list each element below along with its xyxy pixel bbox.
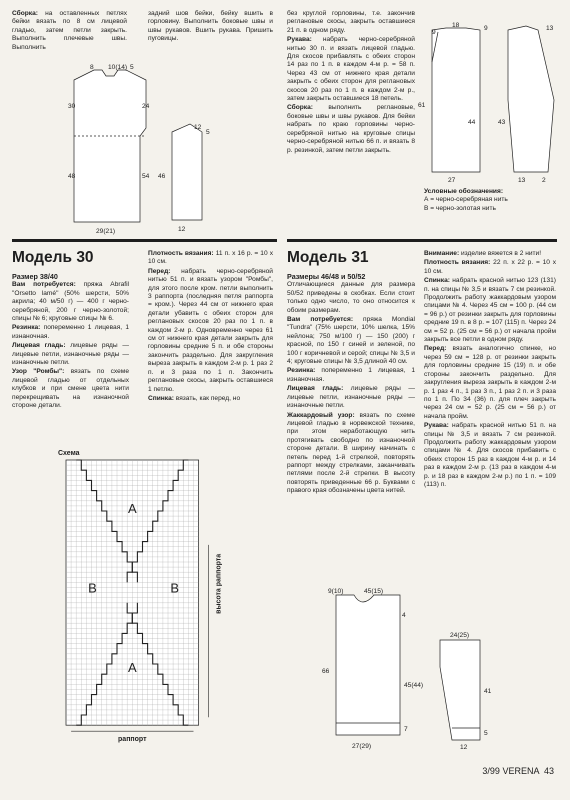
dim-h-total: 30 xyxy=(68,103,76,110)
dim-raglan-top2: 18 xyxy=(452,22,460,29)
paragraph-body: набрать красной нитью 123 (131) п. на спицы № 3,5 и вязать 7 см резинкой. Продолжить работу жаккардовым узором спицами № 4. Через 45 см = 100 р. (44 см = 96 р.) от резинки закрыть для горловины средние 19 п. в 8 р. = 107 (115) п. Через 24 см = 52 р. (25 см = 56 р.) от начала пройм закрыть все петли в одном ряду. xyxy=(424,277,556,344)
paragraph-heading: Жаккардовый узор: xyxy=(287,411,355,419)
paragraph-heading: Резинка: xyxy=(287,367,316,375)
paragraph-heading: Спинка: xyxy=(148,394,174,402)
legend-a: А = черно-серебряная нить xyxy=(424,196,508,204)
model31-left-text xyxy=(287,273,415,497)
scheme-letter: A xyxy=(127,660,137,676)
paragraph xyxy=(148,268,273,394)
paragraph-body: на оставленных петлях бейки вязать по 8 см лицевой гладью, затем петли закрыть. Выполнить плечевые швы. Выполнить xyxy=(12,10,127,51)
legend-b: В = черно-золотая нить xyxy=(424,204,496,212)
dim-sleeve-w-bottom: 12 xyxy=(178,226,186,233)
paragraph-body: вязать по схеме лицевой гладью от отдельных клубков и при смене цвета нити перекрещивать на изнаночной стороне детали. xyxy=(12,368,129,410)
paragraph-body: задний шов бейки, бейку вшить в горловину. Выполнить боковые швы и швы рукавов. Вшить рукава. Пришить пуговицы. xyxy=(148,10,273,43)
paragraph xyxy=(424,345,556,421)
dim-raglan-top1: 9 xyxy=(432,29,436,36)
top-col3-text xyxy=(287,10,415,156)
paragraph xyxy=(287,412,415,496)
dim31-top2: 45(15) xyxy=(364,588,384,595)
model30-back-diagram xyxy=(68,62,153,237)
dim-raglan-w3: 2 xyxy=(542,177,546,184)
dim-sleeve-h: 46 xyxy=(158,173,166,180)
paragraph xyxy=(287,281,415,315)
section-divider-left xyxy=(12,239,277,242)
paragraph-body: Отличающиеся данные для размера 50/52 приведены в скобках. Если стоит только одно число, то оно относится к обоим размерам. xyxy=(287,281,415,314)
model30-size: Размер 38/40 xyxy=(12,272,58,281)
dim31-sleeve-h1: 41 xyxy=(484,688,492,695)
dim31-w-bottom: 27(29) xyxy=(352,743,372,750)
model30-left-text xyxy=(12,273,129,412)
dim-w-top: 8 xyxy=(90,64,94,71)
paragraph xyxy=(424,259,556,276)
paragraph xyxy=(424,422,556,489)
paragraph-body: набрать черно-серебряной нитью 51 п. и вязать узором "Ромбы", для этого после кром. петли выполнить 3 раппорта (последняя петля раппорта = кром.). Через 44 см от нижнего края детали убавить с обеих сторон для реглановых скосов 20 раз по 1 п. в каждом 2-м р. Одновременно через 61 см от нижнего края детали закрыть для горловины средние 5 п. и обе стороны закончить раздельно. Для закругления выреза закрыть в каждом 2-м р. 1 раз 2 п. и 3 раза по 1 п. Закончить реглановые скосы, закрыть оставшиеся 1 петлю. xyxy=(148,267,273,393)
paragraph-heading: Узор "Ромбы": xyxy=(12,368,65,376)
paragraph-body: набрать красной нитью 51 п. на спицы № 3,5 и вязать 7 см резинкой. Продолжить работу жаккардовым узором спицами № 4. Для скосов прибавить с обеих сторон 15 раз в каждом 4-м р. и 14 раз в каждом 2-м р. (13 раз в каждом 4-м р. и 18 раз в каждом 2-м р.) по 1 п. = 109 (113) п. xyxy=(424,422,556,488)
section-divider-right xyxy=(287,239,557,242)
rapport-label: раппорт xyxy=(118,736,147,744)
paragraph-heading: Сборка: xyxy=(12,10,38,17)
paragraph-body: вязать аналогично спинке, но через 59 см = 128 р. от резинки закрыть для горловины средние 15 (19) п. и обе стороны закончить раздельно. Для закругления выреза закрыть в каждом 2-м р. 1 раз 4 п., 1 раз 3 п., 1 раз 2 п. и 3 раза по 1 п. По 34 (36) п. для плеч закрыть через 24 см = 52 р. (25 см = 56 р.) от начала пройм. xyxy=(424,345,556,420)
dim31-h1: 66 xyxy=(322,668,330,675)
model31-title: Модель 31 xyxy=(287,249,369,266)
model31-diagrams xyxy=(300,585,570,755)
dim31-h3: 7 xyxy=(404,726,408,733)
scheme-title: Схема xyxy=(58,450,80,457)
dim-w-mid: 10(14) xyxy=(108,64,128,71)
paragraph xyxy=(12,324,129,341)
dim31-h2: 45(44) xyxy=(404,682,424,689)
paragraph-heading: Вам потребуется: xyxy=(12,281,76,289)
paragraph-body: попеременно 1 лицевая, 1 изнаночная. xyxy=(12,324,129,340)
paragraph-body: 22 п. х 22 р. = 10 х 10 см. xyxy=(424,259,557,275)
dim31-sleeve-top: 24(25) xyxy=(450,632,470,639)
paragraph xyxy=(12,10,127,52)
rhombus-scheme xyxy=(58,458,258,763)
model30-title: Модель 30 xyxy=(12,249,94,266)
paragraph-body: лицевые ряды — лицевые петли, изнаночные ряды — изнаночные петли. xyxy=(12,342,129,367)
dim31-sleeve-w: 12 xyxy=(460,744,468,751)
paragraph-heading: Рукава: xyxy=(287,36,312,44)
paragraph-body: выполнить реглановые, боковые швы и швы рукавов. Для бейки набрать по краю горловины черно-серебряной нитью на круговые спицы черно-серебряной нитью 66 п. и вязать 8 р. резинкой, затем петли закрыть. xyxy=(287,104,415,154)
paragraph-body: вязать по схеме лицевой гладью в норвежской технике, при этом неработающую нить протягивать свободно по изнаночной стороне детали. В ширину начинать с петель перед 1-й стрелкой, повторять раппорт между стрелками, заканчивать петлями после 2-й стрелки. В высоту повторять приведенные 66 р. Буквами с правого края обозначены цвета нитей. xyxy=(287,411,415,495)
paragraph-body: лицевые ряды — лицевые петли, изнаночные ряды — изнаночные петли. xyxy=(287,385,415,410)
scheme-letter: A xyxy=(127,501,137,517)
top-col2-text xyxy=(148,10,273,45)
paragraph-body: пряжа Mondial "Tundra" (75% шерсти, 10% шелка, 15% нейлона; 750 м/100 г) — 150 (200) г красной, по 150 г синей и зеленой, по 100 г коричневой и серой; спицы № 3,5 и 4; круговые спицы № 3,5 длиной 40 см. xyxy=(287,316,415,366)
dim-h-lower: 54 xyxy=(142,173,150,180)
paragraph-heading: Вам потребуется: xyxy=(287,316,354,324)
paragraph xyxy=(424,250,556,258)
paragraph-heading: Плотность вязания: xyxy=(148,250,214,257)
paragraph xyxy=(148,250,273,267)
paragraph-heading: Перед: xyxy=(148,267,171,275)
dim-raglan-h2: 44 xyxy=(468,119,476,126)
paragraph xyxy=(287,316,415,366)
paragraph xyxy=(12,281,129,323)
page-footer xyxy=(482,766,554,776)
dim-raglan-h1: 61 xyxy=(418,102,426,109)
paragraph-heading: Спинка: xyxy=(424,277,450,285)
model30-sleeve-diagram xyxy=(150,120,220,235)
paragraph-heading: Резинка: xyxy=(12,324,41,332)
top-col1-text xyxy=(12,10,127,53)
dim-h-body: 48 xyxy=(68,173,76,180)
footer-issue: 3/99 xyxy=(482,766,500,776)
model31-right-text xyxy=(424,250,556,490)
dim-raglan-w1: 27 xyxy=(448,177,456,184)
dim-sleeve-w-top: 12 xyxy=(194,124,202,131)
paragraph-heading: Перед: xyxy=(424,345,447,353)
paragraph xyxy=(424,277,556,344)
scheme-letter: B xyxy=(88,580,97,596)
dim-raglan-top3: 9 xyxy=(484,25,488,32)
paragraph-body: 11 п. х 16 р. = 10 х 10 см. xyxy=(148,250,274,266)
dim-raglan-h3: 43 xyxy=(498,119,506,126)
dim31-top: 9(10) xyxy=(328,588,344,595)
paragraph-heading: Сборка: xyxy=(287,104,313,112)
height-label: высота раппорта xyxy=(215,553,223,614)
paragraph xyxy=(287,10,415,35)
model30-right-text xyxy=(148,250,273,404)
raglan-diagram xyxy=(418,22,566,187)
paragraph-body: без круглой горловины, т.е. закончив реглановые скосы, закрыть оставшиеся 21 п. в одном ряду. xyxy=(287,10,415,34)
dim-w-bottom: 29(21) xyxy=(96,228,116,235)
footer-page: 43 xyxy=(543,766,554,776)
dim-h-armhole: 24 xyxy=(142,103,150,110)
dim-sleeve-h-cap: 5 xyxy=(206,129,210,136)
paragraph xyxy=(287,36,415,103)
paragraph-body: изделие вяжется в 2 нити! xyxy=(459,250,542,257)
dim31-side: 4 xyxy=(402,612,406,619)
model31-size: Размеры 46/48 и 50/52 xyxy=(287,272,366,281)
legend-title: Условные обозначения: xyxy=(424,188,504,195)
paragraph-heading: Внимание: xyxy=(424,250,460,257)
paragraph-body: вязать, как перед, но xyxy=(173,394,241,402)
paragraph-heading: Лицевая гладь: xyxy=(12,342,66,350)
dim-raglan-w2: 13 xyxy=(518,177,526,184)
paragraph-heading: Лицевая гладь: xyxy=(287,385,344,393)
legend xyxy=(424,188,564,213)
paragraph xyxy=(148,10,273,44)
paragraph xyxy=(287,385,415,410)
scheme-letter: B xyxy=(170,580,180,596)
paragraph-body: набрать черно-серебряной нитью 30 п. и вязать лицевой гладью. Для скосов прибавлять с обеих сторон 14 раз по 1 п. в каждом 4-м р. = 58 п. Через 43 см от нижнего края детали закрыть с обеих сторон для реглановых скосов 20 раз по 1 п. в каждом 2-м р., затем закрыть оставшиеся 18 петель. xyxy=(287,36,415,103)
paragraph xyxy=(12,342,129,367)
dim-raglan-w4: 13 xyxy=(546,25,554,32)
paragraph xyxy=(12,368,129,410)
dim31-sleeve-h2: 5 xyxy=(484,730,488,737)
paragraph-heading: Плотность вязания: xyxy=(424,259,491,267)
paragraph xyxy=(148,395,273,403)
paragraph-body: пряжа Abrafil "Orsetto lamé" (50% шерсти, 50% акрила; 40 м/50 г) — 400 г черно-серебряной, 200 г черно-золотой; спицы № 6; круговые спицы № 6. xyxy=(12,281,129,323)
paragraph-heading: Рукава: xyxy=(424,422,449,430)
dim-w-side: 5 xyxy=(130,64,134,71)
paragraph-body: попеременно 1 лицевая, 1 изнаночная. xyxy=(287,367,415,383)
paragraph xyxy=(287,104,415,154)
paragraph xyxy=(287,367,415,384)
footer-magazine: VERENA xyxy=(502,766,539,776)
